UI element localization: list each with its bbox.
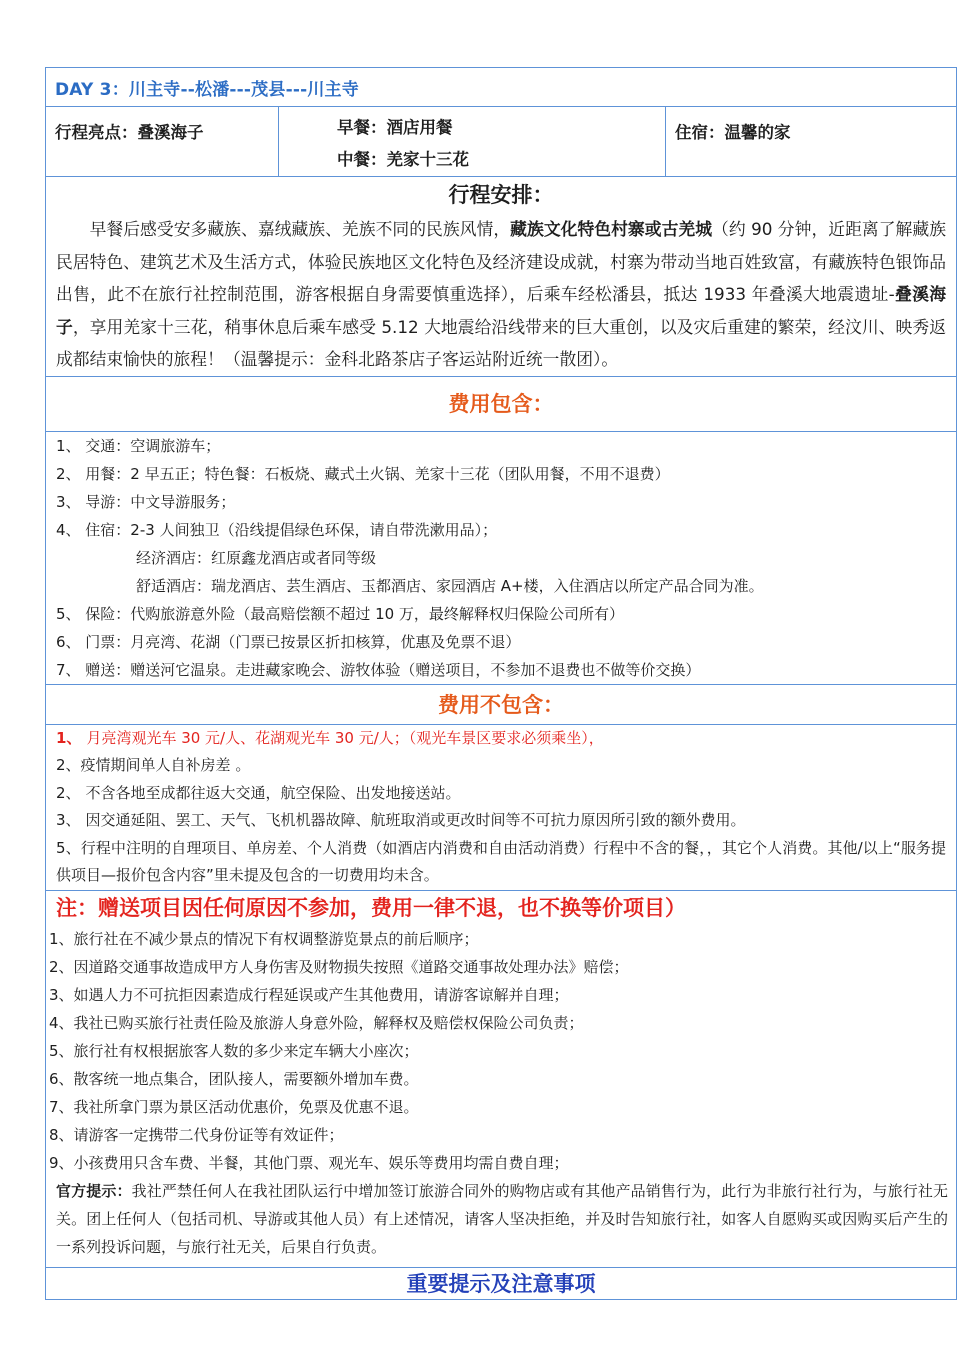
hotel-option: 经济酒店：红原鑫龙酒店或者同等级	[136, 548, 377, 567]
breakfast-text: 早餐：酒店用餐	[337, 118, 453, 137]
schedule-section	[46, 176, 956, 376]
notes-section	[46, 890, 956, 1267]
list-item: 3、如遇人力不可抗拒因素造成行程延误或产生其他费用，请游客谅解并自理；	[49, 985, 569, 1004]
included-list	[46, 431, 956, 684]
list-item: 4、 住宿：2-3 人间独卫（沿线提倡绿色环保，请自带洗漱用品）；	[56, 520, 498, 539]
list-item: 2、因道路交通事故造成甲方人身伤害及财物损失按照《道路交通事故处理办法》赔偿；	[49, 957, 629, 976]
schedule-bold-lake: 叠溪海子	[56, 284, 946, 337]
list-item	[56, 725, 946, 753]
item-text: 因交通延阻、罢工、天气、飞机机器故障、航班取消或更改时间等不可抗力原因所引致的额外费用。	[85, 811, 746, 830]
list-item: 2、 用餐：2 早五正；特色餐：石板烧、藏式土火锅、羌家十三花（团队用餐，不用不退费）	[56, 464, 670, 483]
highlight-text: 行程亮点：叠溪海子	[55, 123, 204, 142]
item-number: 5、	[56, 838, 81, 857]
important-notes-heading: 重要提示及注意事项	[406, 1271, 596, 1296]
official-notice-text: 我社严禁任何人在我社团队运行中增加签订旅游合同外的购物店或有其他产品销售行为，此行为非旅行社行为，与旅行社无关。团上任何人（包括司机、导游或其他人员）有上述情况，请客人坚决拒绝，并及时告知旅行社，如客人自愿购买或因购买后产生的一系列投诉问题，与旅行社无关，后果自行负责。	[56, 1181, 948, 1256]
item-number: 1、	[56, 728, 82, 747]
official-notice-label: 官方提示：	[56, 1181, 132, 1200]
official-notice	[49, 1177, 948, 1261]
hotel-option: 舒适酒店：瑞龙酒店、芸生酒店、玉都酒店、家园酒店 A+楼，入住酒店以所定产品合同为准。	[136, 576, 764, 595]
highlight-cell	[46, 107, 279, 176]
day-header-row	[46, 68, 956, 106]
list-item	[56, 752, 946, 780]
list-item: 1、 交通：空调旅游车；	[56, 436, 221, 455]
lunch-text: 中餐：羌家十三花	[337, 150, 469, 169]
item-number: 3、	[56, 811, 81, 830]
list-item	[56, 807, 946, 835]
item-text: 疫情期间单人自补房差 。	[80, 756, 251, 775]
item-number: 2、	[56, 783, 81, 802]
lodging-cell	[666, 107, 956, 176]
schedule-heading: 行程安排：	[448, 183, 554, 207]
included-heading-row	[46, 376, 956, 431]
list-item: 6、 门票：月亮湾、花湖（门票已按景区折扣核算，优惠及免票不退）	[56, 632, 521, 651]
excluded-heading-row	[46, 684, 956, 724]
summary-row	[46, 106, 956, 176]
excluded-heading: 费用不包含：	[438, 692, 564, 717]
meals-cell	[279, 107, 666, 176]
schedule-text-part: 早餐后感受安多藏族、嘉绒藏族、羌族不同的民族风情，	[89, 219, 511, 239]
list-item: 9、小孩费用只含车费、半餐，其他门票、观光车、娱乐等费用均需自费自理；	[49, 1153, 569, 1172]
item-number: 2、	[56, 756, 81, 775]
list-item	[56, 780, 946, 808]
list-item: 4、我社已购买旅行社责任险及旅游人身意外险，解释权及赔偿权保险公司负责；	[49, 1013, 584, 1032]
itinerary-table	[45, 67, 957, 1300]
list-item	[56, 835, 946, 890]
schedule-paragraph	[56, 213, 946, 376]
day-title: DAY 3：川主寺--松潘---茂县---川主寺	[55, 79, 359, 100]
list-item: 6、散客统一地点集合，团队接人，需要额外增加车费。	[49, 1069, 419, 1088]
item-text: 月亮湾观光车 30 元/人、花湖观光车 30 元/人；（观光车景区要求必须乘坐），	[86, 728, 604, 747]
item-text: 行程中注明的自理项目、单房差、个人消费（如酒店内消费和自由活动消费）行程中不含的餐，，其它个人消费。其他/以上“服务提供项目—报价包含内容”里未提及包含的一切费用均未含。	[56, 838, 946, 885]
list-item: 8、请游客一定携带二代身份证等有效证件；	[49, 1125, 344, 1144]
schedule-bold-village: 藏族文化特色村寨或古羌城	[510, 219, 713, 239]
item-text: 不含各地至成都往返大交通，航空保险、出发地接送站。	[85, 783, 461, 802]
list-item: 7、 赠送：赠送河它温泉。走进藏家晚会、游牧体验（赠送项目，不参加不退费也不做等价交换）	[56, 660, 701, 679]
list-item: 7、我社所拿门票为景区活动优惠价，免票及优惠不退。	[49, 1097, 419, 1116]
gift-notice: 注：赠送项目因任何原因不参加，费用一律不退，也不换等价项目）	[56, 895, 686, 920]
list-item: 3、 导游：中文导游服务；	[56, 492, 236, 511]
important-notes-heading-row	[46, 1267, 956, 1299]
schedule-text-part: （约 90 分钟，近距离了解藏族民居特色、建筑艺术及生活方式，体验民族地区文化特色及经济建设成就，村寨为带动当地百姓致富，有藏族特色银饰品出售，此不在旅行社控制范围，游客根据自身需要慎重选择），后乘车经松潘县，抵达 1933 年叠溪大地震遗址-	[56, 219, 946, 305]
lodging-text: 住宿：温馨的家	[675, 123, 791, 142]
list-item: 5、旅行社有权根据旅客人数的多少来定车辆大小座次；	[49, 1041, 419, 1060]
list-item: 5、 保险：代购旅游意外险（最高赔偿额不超过 10 万，最终解释权归保险公司所有）	[56, 604, 624, 623]
schedule-text-part: ，享用羌家十三花，稍事休息后乘车感受 5.12 大地震给沿线带来的巨大重创，以及灾后重建的繁荣，经汶川、映秀返成都结束愉快的旅程！（温馨提示：金科北路茶店子客运站附近统一散团）。	[56, 316, 946, 370]
included-heading: 费用包含：	[448, 391, 554, 416]
list-item: 1、旅行社在不减少景点的情况下有权调整游览景点的前后顺序；	[49, 929, 479, 948]
excluded-list	[46, 724, 956, 890]
